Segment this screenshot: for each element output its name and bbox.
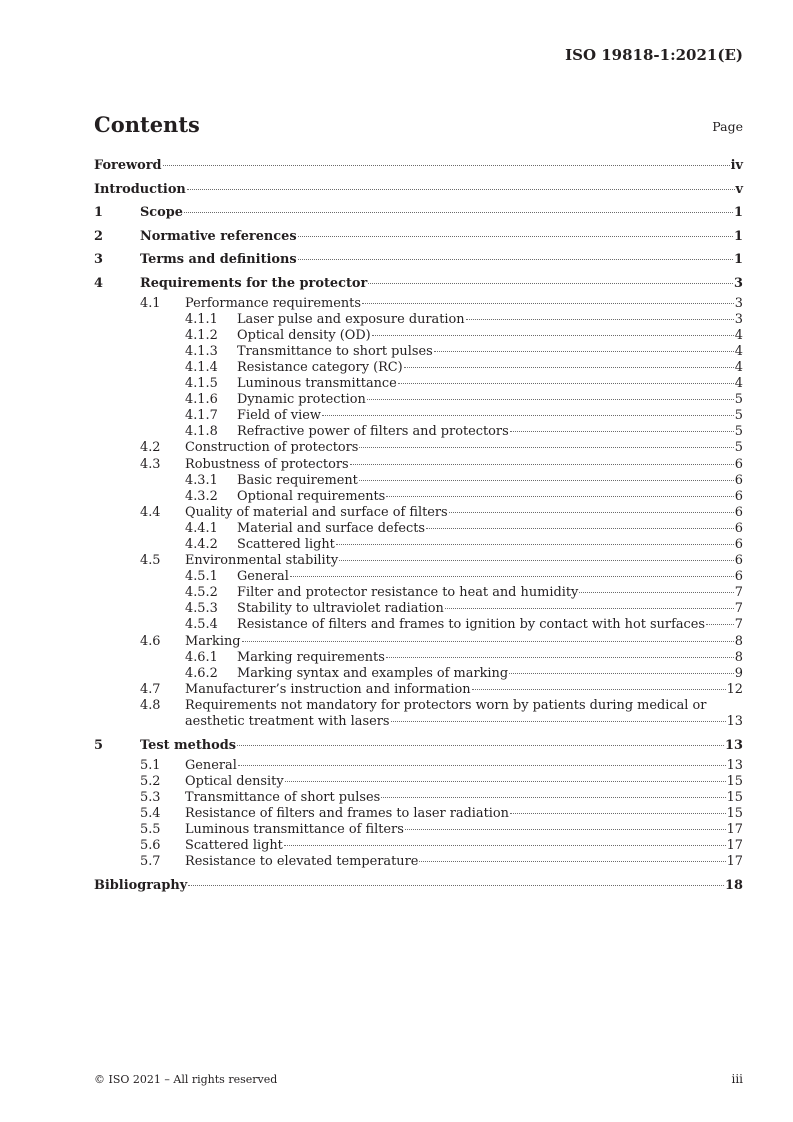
toc-entry[interactable] [94,408,743,424]
toc-entry-number: 4.1.5 [185,376,218,392]
toc-entry-title: Optical density [185,773,284,789]
toc-entry-number: 4.6.2 [185,665,218,681]
dot-leader [298,259,733,260]
toc-entry-number: 4.4.2 [185,536,218,552]
toc-entry-title: Normative references [140,228,297,244]
toc-entry-title: Transmittance to short pulses [237,343,433,359]
toc-entry-page: iv [730,158,743,173]
toc-entry-page: 13 [726,757,743,773]
toc-entry-page: 5 [734,424,743,440]
toc-entry[interactable] [94,248,743,272]
toc-entry-number: 4.6.1 [185,649,218,665]
toc-entry-page: 13 [725,738,743,754]
toc-entry[interactable] [94,473,743,489]
dot-leader [187,189,735,190]
toc-entry-title: Laser pulse and exposure duration [237,311,465,327]
toc-entry[interactable] [94,569,743,585]
toc-entry-page: 6 [734,520,743,536]
toc-entry-page: 7 [734,585,743,601]
dot-leader [298,236,733,237]
toc-entry-number: 4.7 [140,681,161,697]
toc-entry-number: 5.2 [140,773,161,789]
toc-entry-number: 5.3 [140,789,161,805]
toc-entry-title: Resistance of filters and frames to laser radiation [185,805,509,821]
page-title: Contents [94,112,200,137]
toc-entry-title: Luminous transmittance [237,376,397,392]
toc-entry-title: Basic requirement [237,472,358,488]
dot-leader [285,781,726,782]
table-of-contents [94,154,743,898]
toc-entry[interactable] [94,489,743,505]
toc-entry[interactable] [94,154,743,178]
toc-entry[interactable] [94,457,743,473]
toc-entry[interactable] [94,537,743,553]
toc-entry-number: 4.5.4 [185,617,218,633]
toc-entry-page: 4 [734,343,743,359]
toc-entry[interactable] [94,178,743,202]
dot-leader [386,496,733,497]
toc-entry-page: 6 [734,536,743,552]
toc-entry-title: Environmental stability [185,553,339,569]
toc-entry-number: 4.1 [140,295,161,311]
toc-entry-title: Refractive power of filters and protectors [237,424,509,440]
dot-leader [290,576,734,577]
toc-entry-page: 15 [726,773,743,789]
toc-entry-number: 5.6 [140,838,161,854]
toc-entry-number: 4.1.1 [185,311,218,327]
toc-entry-number: 1 [94,205,103,221]
toc-entry-title: Luminous transmittance of filters [185,822,404,838]
dot-leader [242,641,734,642]
dot-leader [405,829,726,830]
dot-leader [386,657,734,658]
copyright-notice: © ISO 2021 – All rights reserved [94,1073,278,1086]
dot-leader [419,861,725,862]
toc-entry-title: General [237,569,289,585]
toc-entry-page: 17 [726,838,743,854]
toc-entry-page: 4 [734,327,743,343]
toc-entry-title: Terms and definitions [140,252,297,268]
toc-entry-number: 4.3 [140,456,161,472]
dot-leader [362,303,734,304]
toc-entry-title: Resistance category (RC) [237,359,403,375]
toc-entry-number: 4.1.7 [185,408,218,424]
toc-entry-title: Material and surface defects [237,520,425,536]
toc-entry-number: 4.1.6 [185,392,218,408]
toc-entry[interactable] [94,734,743,758]
toc-entry-page: 1 [734,228,743,244]
toc-entry-title: Manufacturer’s instruction and information [185,681,471,697]
toc-entry-number: 4.3.2 [185,488,218,504]
toc-entry-page: 6 [734,488,743,504]
toc-entry[interactable] [94,634,743,650]
toc-entry-page: 3 [734,295,743,311]
dot-leader [579,592,733,593]
toc-entry-page: 6 [734,553,743,569]
toc-entry[interactable] [94,838,743,854]
toc-entry[interactable] [94,360,743,376]
toc-entry[interactable] [94,328,743,344]
toc-entry-number: 5.1 [140,757,161,773]
toc-entry-title: Stability to ultraviolet radiation [237,601,444,617]
dot-leader [381,797,725,798]
toc-entry-page: 7 [734,601,743,617]
dot-leader [350,464,734,465]
toc-entry-page: 4 [734,376,743,392]
dot-leader [398,383,734,384]
toc-entry-page: 6 [734,569,743,585]
toc-entry[interactable] [94,698,743,730]
toc-entry[interactable] [94,392,743,408]
toc-entry-number: 4.1.8 [185,424,218,440]
toc-entry-number: 4.8 [140,697,161,713]
toc-entry[interactable] [94,521,743,537]
toc-entry-number: 3 [94,252,103,268]
dot-leader [359,447,733,448]
toc-entry[interactable] [94,874,743,898]
toc-entry[interactable] [94,376,743,392]
toc-entry[interactable] [94,758,743,774]
toc-entry-page: 3 [734,275,743,291]
dot-leader [163,165,730,166]
toc-entry-page: 8 [734,633,743,649]
toc-entry-number: 5.5 [140,822,161,838]
toc-entry-number: 4.2 [140,440,161,456]
toc-entry-title: Test methods [140,738,237,754]
toc-entry-number: 4.6 [140,633,161,649]
toc-entry[interactable] [94,553,743,569]
toc-entry-page: 18 [725,878,743,894]
toc-entry[interactable] [94,424,743,440]
toc-entry-number: 4.1.3 [185,343,218,359]
toc-entry-page: 5 [734,408,743,424]
toc-entry-page: 5 [734,440,743,456]
toc-entry-page: v [735,181,743,197]
toc-entry-page: 1 [734,252,743,268]
toc-entry[interactable] [94,854,743,870]
page-column-label: Page [712,119,743,134]
toc-entry-title: Dynamic protection [237,392,366,408]
toc-entry[interactable] [94,201,743,225]
toc-entry[interactable] [94,666,743,682]
toc-entry-number: 4.3.1 [185,472,218,488]
toc-entry[interactable] [94,296,743,312]
toc-entry-page: 9 [734,665,743,681]
toc-entry-number: 4.1.4 [185,359,218,375]
toc-entry-title: Optical density (OD) [237,327,371,343]
toc-entry-page: 15 [726,805,743,821]
toc-entry[interactable] [94,272,743,296]
dot-leader [359,480,734,481]
toc-entry-title: Bibliography [94,878,188,894]
toc-entry-number: 4.5.3 [185,601,218,617]
toc-entry[interactable] [94,312,743,328]
toc-entry-page: 13 [726,714,743,729]
toc-entry[interactable] [94,617,743,633]
toc-entry-title: Scattered light [185,838,283,854]
dot-leader [472,689,726,690]
toc-entry-title: Requirements not mandatory for protectors worn by patients during medical or [185,697,707,713]
toc-entry-number: 4.4 [140,504,161,520]
toc-entry-number: 2 [94,228,103,244]
toc-entry-number: 4.5.2 [185,585,218,601]
toc-entry-page: 1 [734,205,743,221]
toc-entry-number: 4.5.1 [185,569,218,585]
dot-leader [367,399,734,400]
toc-entry-title: Performance requirements [185,295,361,311]
toc-entry-title: Transmittance of short pulses [185,789,381,805]
dot-leader [706,624,734,625]
dot-leader [372,335,734,336]
toc-entry-page: 12 [726,681,743,697]
dot-leader [404,367,734,368]
toc-entry-page: 15 [726,789,743,805]
toc-entry-number: 5.4 [140,805,161,821]
dot-leader [368,283,733,284]
toc-entry[interactable] [94,225,743,249]
toc-entry-title: Scope [140,205,183,221]
toc-entry-title: Optional requirements [237,488,386,504]
toc-entry-page: 3 [734,311,743,327]
toc-entry[interactable] [94,601,743,617]
toc-entry-page: 7 [734,617,743,633]
toc-entry-title: Resistance of filters and frames to ignition by contact with hot surfaces [237,617,706,633]
toc-entry-number: 4.5 [140,553,161,569]
dot-leader [510,431,734,432]
dot-leader [391,721,726,722]
toc-entry-title: Field of view [237,408,321,424]
toc-entry-title: Robustness of protectors [185,456,349,472]
toc-entry-number: 5.7 [140,854,161,870]
toc-entry-title: Quality of material and surface of filters [185,504,448,520]
dot-leader [434,351,734,352]
dot-leader [284,845,726,846]
dot-leader [322,415,734,416]
toc-entry-title: Requirements for the protector [140,275,368,291]
toc-entry-title: Foreword [94,158,162,173]
toc-entry[interactable] [94,585,743,601]
toc-entry-page: 17 [726,854,743,870]
toc-entry-title: Filter and protector resistance to heat and humidity [237,585,579,601]
dot-leader [237,745,724,746]
dot-leader [466,319,734,320]
toc-entry-number: 4.4.1 [185,520,218,536]
toc-entry-page: 17 [726,822,743,838]
toc-entry-page: 6 [734,456,743,472]
toc-entry-title-continued: aesthetic treatment with lasers [185,714,390,729]
dot-leader [339,560,734,561]
dot-leader [449,512,734,513]
toc-entry[interactable] [94,505,743,521]
toc-entry[interactable] [94,682,743,698]
toc-entry-title: Marking requirements [237,649,385,665]
toc-entry-page: 5 [734,392,743,408]
toc-entry-number: 4 [94,275,103,291]
dot-leader [238,765,726,766]
document-id: ISO 19818-1:2021(E) [565,46,743,64]
toc-entry-title: Introduction [94,181,186,197]
toc-entry-page: 4 [734,359,743,375]
toc-entry[interactable] [94,440,743,456]
toc-entry[interactable] [94,806,743,822]
toc-entry-title: Resistance to elevated temperature [185,854,419,870]
toc-entry-page: 8 [734,649,743,665]
toc-entry-page: 6 [734,472,743,488]
toc-entry-title: Marking [185,633,241,649]
dot-leader [184,212,733,213]
toc-entry[interactable] [94,790,743,806]
page-number: iii [731,1072,743,1086]
dot-leader [426,528,734,529]
dot-leader [445,608,734,609]
toc-entry-title: Construction of protectors [185,440,359,456]
toc-entry-title: General [185,757,237,773]
dot-leader [509,673,734,674]
toc-entry-number: 5 [94,738,103,754]
toc-entry-number: 4.1.2 [185,327,218,343]
toc-entry[interactable] [94,822,743,838]
dot-leader [188,885,724,886]
dot-leader [510,813,726,814]
toc-entry-page: 6 [734,504,743,520]
toc-entry-title: Scattered light [237,536,335,552]
toc-entry[interactable] [94,650,743,666]
toc-entry[interactable] [94,774,743,790]
toc-entry-title: Marking syntax and examples of marking [237,665,509,681]
dot-leader [336,544,734,545]
toc-entry[interactable] [94,344,743,360]
